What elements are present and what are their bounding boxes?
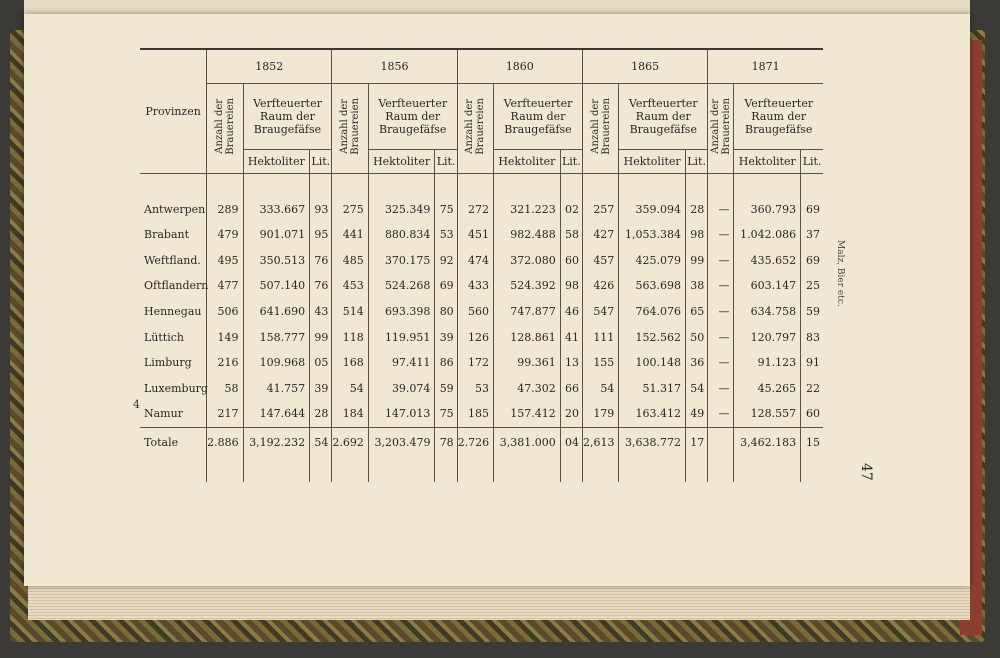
brewery-count-cell: 457: [582, 248, 618, 274]
taxed-space-label-line: Verfteuerter: [503, 96, 573, 110]
liter-cell: 50: [685, 324, 707, 350]
brewery-count-cell: 485: [332, 248, 368, 274]
province-cell: Limburg: [144, 356, 192, 370]
province-cell: Totale: [140, 427, 207, 457]
brewery-count-cell: 172: [457, 350, 493, 376]
hektoliter-header: Hektoliter: [243, 149, 310, 173]
tail-cell: [140, 457, 207, 482]
hektoliter-cell: 3,203.479: [368, 427, 435, 457]
hektoliter-cell: 158.777: [243, 324, 310, 350]
liter-cell: 93: [310, 196, 332, 222]
brewery-count-cell: 506: [207, 299, 243, 325]
hektoliter-cell: 507.140: [243, 273, 310, 299]
brewery-count-header: [582, 83, 618, 173]
spacer-cell: [685, 173, 707, 196]
brewery-count-label-line: Anzahl der: [589, 99, 601, 154]
brewery-count-cell: 185: [457, 401, 493, 427]
liter-header: Lit.: [685, 149, 707, 173]
page-number: 47: [858, 463, 874, 481]
province-cell: Luxemburg: [144, 381, 208, 395]
provinces-header: Provinzen: [140, 49, 207, 173]
brewery-count-cell: 257: [582, 196, 618, 222]
brewery-count-header: [708, 83, 734, 173]
hektoliter-cell: 91.123: [734, 350, 801, 376]
taxed-space-label-line: Verfteuerter: [378, 96, 448, 110]
hektoliter-cell: 603.147: [734, 273, 801, 299]
hektoliter-cell: 333.667: [243, 196, 310, 222]
tail-cell: [560, 457, 582, 482]
brewery-count-label-line: Anzahl der: [464, 99, 476, 154]
liter-cell: 65: [685, 299, 707, 325]
hektoliter-cell: 39.074: [368, 375, 435, 401]
brewery-count-cell: 155: [582, 350, 618, 376]
liter-header: Lit.: [310, 149, 332, 173]
hektoliter-cell: 901.071: [243, 222, 310, 248]
liter-cell: 37: [801, 222, 823, 248]
liter-cell: 58: [560, 222, 582, 248]
liter-cell: 80: [435, 299, 457, 325]
spacer-cell: [310, 173, 332, 196]
tail-cell: [734, 457, 801, 482]
tail-cell: [494, 457, 561, 482]
hektoliter-cell: 51.317: [619, 375, 686, 401]
liter-cell: 02: [560, 196, 582, 222]
brewery-count-cell: 547: [582, 299, 618, 325]
hektoliter-cell: 157.412: [494, 401, 561, 427]
brewery-count-cell: 479: [207, 222, 243, 248]
brewery-count-header: [332, 83, 368, 173]
brewery-count-cell: 184: [332, 401, 368, 427]
liter-cell: 28: [685, 196, 707, 222]
brewery-count-cell: 495: [207, 248, 243, 274]
taxed-space-label-line: Raum der: [635, 109, 691, 123]
liter-cell: 17: [685, 427, 707, 457]
hektoliter-cell: 45.265: [734, 375, 801, 401]
spacer-cell: [619, 173, 686, 196]
tail-cell: [435, 457, 457, 482]
hektoliter-cell: 100.148: [619, 350, 686, 376]
hektoliter-cell: 359.094: [619, 196, 686, 222]
hektoliter-cell: 128.557: [734, 401, 801, 427]
taxed-space-label-line: Braugefäfse: [745, 122, 813, 136]
liter-cell: 92: [435, 248, 457, 274]
brewery-count-cell: —: [708, 248, 734, 274]
taxed-space-label-line: Verfteuerter: [744, 96, 814, 110]
taxed-space-label-line: Raum der: [260, 109, 315, 123]
brewery-count-cell: 2.726: [457, 427, 493, 457]
hektoliter-cell: 109.968: [243, 350, 310, 376]
tail-cell: [310, 457, 332, 482]
hektoliter-cell: 370.175: [368, 248, 435, 274]
tail-cell: [457, 457, 493, 482]
hektoliter-cell: 1,053.384: [619, 222, 686, 248]
tail-cell: [801, 457, 823, 482]
hektoliter-cell: 3,462.183: [734, 427, 801, 457]
brewery-count-label-line: Brauereien: [224, 98, 236, 155]
table-row: [140, 248, 823, 274]
taxed-space-label-line: Verfteuerter: [253, 96, 322, 110]
liter-cell: 95: [310, 222, 332, 248]
liter-cell: 99: [310, 324, 332, 350]
hektoliter-header: Hektoliter: [619, 149, 686, 173]
hektoliter-cell: 693.398: [368, 299, 435, 325]
brewery-count-cell: 179: [582, 401, 618, 427]
liter-cell: 36: [685, 350, 707, 376]
liter-cell: 15: [801, 427, 823, 457]
hektoliter-cell: 764.076: [619, 299, 686, 325]
hektoliter-header: Hektoliter: [494, 149, 561, 173]
table-row: [140, 324, 823, 350]
hektoliter-cell: 128.861: [494, 324, 561, 350]
page-stack: [28, 580, 970, 620]
spacer-cell: [140, 173, 207, 196]
liter-cell: 83: [801, 324, 823, 350]
hektoliter-cell: 147.644: [243, 401, 310, 427]
liter-cell: 05: [310, 350, 332, 376]
brewery-count-cell: 126: [457, 324, 493, 350]
taxed-space-header: [243, 83, 332, 149]
brewery-count-cell: 216: [207, 350, 243, 376]
hektoliter-cell: 372.080: [494, 248, 561, 274]
brewery-count-label: [590, 98, 612, 155]
table-row: [140, 299, 823, 325]
table-row: [140, 196, 823, 222]
hektoliter-cell: 147.013: [368, 401, 435, 427]
spacer-cell: [801, 173, 823, 196]
brewery-count-cell: 427: [582, 222, 618, 248]
hektoliter-cell: 634.758: [734, 299, 801, 325]
hektoliter-cell: 3,192.232: [243, 427, 310, 457]
brewery-count-cell: 53: [457, 375, 493, 401]
taxed-space-header: [734, 83, 823, 149]
brewery-count-cell: 2.692: [332, 427, 368, 457]
brewery-count-cell: —: [708, 324, 734, 350]
brewery-count-cell: 426: [582, 273, 618, 299]
hektoliter-cell: 360.793: [734, 196, 801, 222]
province-cell: Antwerpen: [144, 202, 206, 216]
brewery-count-label-line: Brauereien: [720, 98, 732, 155]
brewery-count-header: [207, 83, 243, 173]
brewery-count-cell: 149: [207, 324, 243, 350]
hektoliter-cell: 321.223: [494, 196, 561, 222]
liter-cell: 69: [801, 196, 823, 222]
liter-cell: 04: [560, 427, 582, 457]
year-header: 1860: [457, 49, 582, 83]
liter-cell: 59: [435, 375, 457, 401]
spacer-cell: [708, 173, 734, 196]
table-row: [140, 222, 823, 248]
liter-cell: 28: [310, 401, 332, 427]
spacer-cell: [207, 173, 243, 196]
brewery-count-cell: 2.886: [207, 427, 243, 457]
spacer-cell: [734, 173, 801, 196]
spacer-cell: [457, 173, 493, 196]
table-row: [140, 375, 823, 401]
brewery-count-label: [710, 98, 732, 155]
brewery-count-label-line: Anzahl der: [339, 99, 351, 154]
hektoliter-cell: 1.042.086: [734, 222, 801, 248]
province-cell: Oftflandern: [144, 279, 209, 293]
brewery-count-cell: 217: [207, 401, 243, 427]
liter-cell: 76: [310, 273, 332, 299]
brewery-count-header: [457, 83, 493, 173]
year-header: 1856: [332, 49, 457, 83]
liter-cell: 41: [560, 324, 582, 350]
liter-cell: 46: [560, 299, 582, 325]
brewery-count-label: [464, 98, 486, 155]
province-cell: Namur: [144, 407, 183, 421]
hektoliter-cell: 120.797: [734, 324, 801, 350]
year-header: 1865: [582, 49, 707, 83]
brewery-count-cell: 275: [332, 196, 368, 222]
spacer-cell: [560, 173, 582, 196]
hektoliter-cell: 982.488: [494, 222, 561, 248]
taxed-space-label-line: Braugefäfse: [253, 122, 322, 136]
liter-cell: 75: [435, 401, 457, 427]
hektoliter-cell: 425.079: [619, 248, 686, 274]
brewery-count-cell: 514: [332, 299, 368, 325]
hektoliter-header: Hektoliter: [734, 149, 801, 173]
brewery-count-cell: 58: [207, 375, 243, 401]
taxed-space-label-line: Braugefäfse: [504, 122, 572, 136]
brewery-count-label-line: Brauereien: [600, 98, 612, 155]
liter-cell: 60: [801, 401, 823, 427]
liter-cell: 39: [310, 375, 332, 401]
tail-cell: [619, 457, 686, 482]
brewery-count-cell: 433: [457, 273, 493, 299]
brewery-count-cell: —: [708, 375, 734, 401]
table-row: [140, 273, 823, 299]
brewery-count-cell: 560: [457, 299, 493, 325]
liter-cell: 43: [310, 299, 332, 325]
brewery-count-cell: 453: [332, 273, 368, 299]
brewery-count-cell: 54: [332, 375, 368, 401]
tail-cell: [243, 457, 310, 482]
taxed-space-label-line: Verfteuerter: [628, 96, 698, 110]
hektoliter-cell: 119.951: [368, 324, 435, 350]
liter-cell: 54: [310, 427, 332, 457]
liter-cell: 20: [560, 401, 582, 427]
hektoliter-cell: 435.652: [734, 248, 801, 274]
liter-cell: 69: [801, 248, 823, 274]
liter-cell: 59: [801, 299, 823, 325]
brewery-count-label-line: Anzahl der: [709, 99, 721, 154]
brewery-table: [140, 48, 823, 482]
brewery-count-cell: 441: [332, 222, 368, 248]
brewery-count-cell: —: [708, 273, 734, 299]
hektoliter-cell: 3,638.772: [619, 427, 686, 457]
province-cell: Brabant: [144, 228, 190, 242]
brewery-count-cell: —: [708, 222, 734, 248]
liter-cell: 66: [560, 375, 582, 401]
liter-cell: 91: [801, 350, 823, 376]
liter-cell: 98: [560, 273, 582, 299]
hektoliter-cell: 41.757: [243, 375, 310, 401]
taxed-space-label-line: Raum der: [751, 109, 807, 123]
hektoliter-cell: 325.349: [368, 196, 435, 222]
brewery-count-cell: —: [708, 299, 734, 325]
hektoliter-cell: 350.513: [243, 248, 310, 274]
spacer-cell: [368, 173, 435, 196]
liter-cell: 78: [435, 427, 457, 457]
brewery-count-cell: —: [708, 401, 734, 427]
tail-cell: [708, 457, 734, 482]
hektoliter-cell: 97.411: [368, 350, 435, 376]
liter-cell: 22: [801, 375, 823, 401]
hektoliter-cell: 641.690: [243, 299, 310, 325]
brewery-count-label-line: Brauereien: [350, 98, 362, 155]
liter-cell: 76: [310, 248, 332, 274]
margin-mark: 4: [133, 398, 140, 411]
table-row: [140, 350, 823, 376]
brewery-count-cell: 168: [332, 350, 368, 376]
year-header: 1852: [207, 49, 332, 83]
brewery-count-cell: 474: [457, 248, 493, 274]
liter-cell: 53: [435, 222, 457, 248]
taxed-space-label-line: Raum der: [385, 109, 441, 123]
tail-cell: [207, 457, 243, 482]
liter-cell: 60: [560, 248, 582, 274]
brewery-count-cell: 451: [457, 222, 493, 248]
liter-cell: 13: [560, 350, 582, 376]
province-cell: Lüttich: [144, 330, 184, 344]
hektoliter-cell: 99.361: [494, 350, 561, 376]
tail-cell: [368, 457, 435, 482]
taxed-space-label-line: Braugefäfse: [379, 122, 447, 136]
brewery-count-cell: 289: [207, 196, 243, 222]
brewery-count-cell: 118: [332, 324, 368, 350]
table-row: [140, 401, 823, 427]
hektoliter-cell: 563.698: [619, 273, 686, 299]
taxed-space-label-line: Raum der: [510, 109, 566, 123]
liter-header: Lit.: [435, 149, 457, 173]
brewery-count-label-line: Anzahl der: [213, 99, 225, 154]
tail-cell: [582, 457, 618, 482]
hektoliter-cell: 3,381.000: [494, 427, 561, 457]
spacer-cell: [332, 173, 368, 196]
spacer-cell: [494, 173, 561, 196]
hektoliter-cell: 880.834: [368, 222, 435, 248]
year-header: 1871: [708, 49, 823, 83]
brewery-count-cell: 477: [207, 273, 243, 299]
tail-cell: [332, 457, 368, 482]
province-cell: Hennegau: [144, 305, 202, 319]
liter-cell: 39: [435, 324, 457, 350]
brewery-count-cell: —: [708, 350, 734, 376]
taxed-space-label-line: Braugefäfse: [629, 122, 697, 136]
spacer-cell: [435, 173, 457, 196]
liter-cell: 38: [685, 273, 707, 299]
brewery-count-cell: 54: [582, 375, 618, 401]
brewery-count-cell: 111: [582, 324, 618, 350]
hektoliter-cell: 747.877: [494, 299, 561, 325]
brewery-count-label: [339, 98, 361, 155]
liter-header: Lit.: [560, 149, 582, 173]
table-row: [140, 427, 823, 457]
hektoliter-cell: 152.562: [619, 324, 686, 350]
liter-cell: 54: [685, 375, 707, 401]
spacer-cell: [582, 173, 618, 196]
liter-cell: 49: [685, 401, 707, 427]
hektoliter-cell: 163.412: [619, 401, 686, 427]
running-head: Malz, Bier etc.: [835, 240, 845, 307]
brewery-count-cell: —: [708, 196, 734, 222]
taxed-space-header: [494, 83, 583, 149]
liter-cell: 69: [435, 273, 457, 299]
province-cell: Weftfland.: [144, 253, 201, 267]
liter-cell: 99: [685, 248, 707, 274]
hektoliter-cell: 524.268: [368, 273, 435, 299]
tail-cell: [685, 457, 707, 482]
brewery-count-cell: 272: [457, 196, 493, 222]
taxed-space-header: [619, 83, 708, 149]
spacer-cell: [243, 173, 310, 196]
brewery-count-cell: [708, 427, 734, 457]
brewery-count-cell: 2,613: [582, 427, 618, 457]
taxed-space-header: [368, 83, 457, 149]
liter-cell: 75: [435, 196, 457, 222]
hektoliter-cell: 524.392: [494, 273, 561, 299]
brewery-count-label-line: Brauereien: [475, 98, 487, 155]
hektoliter-cell: 47.302: [494, 375, 561, 401]
hektoliter-header: Hektoliter: [368, 149, 435, 173]
liter-cell: 86: [435, 350, 457, 376]
brewery-count-label: [214, 98, 236, 155]
liter-cell: 98: [685, 222, 707, 248]
liter-cell: 25: [801, 273, 823, 299]
liter-header: Lit.: [801, 149, 823, 173]
